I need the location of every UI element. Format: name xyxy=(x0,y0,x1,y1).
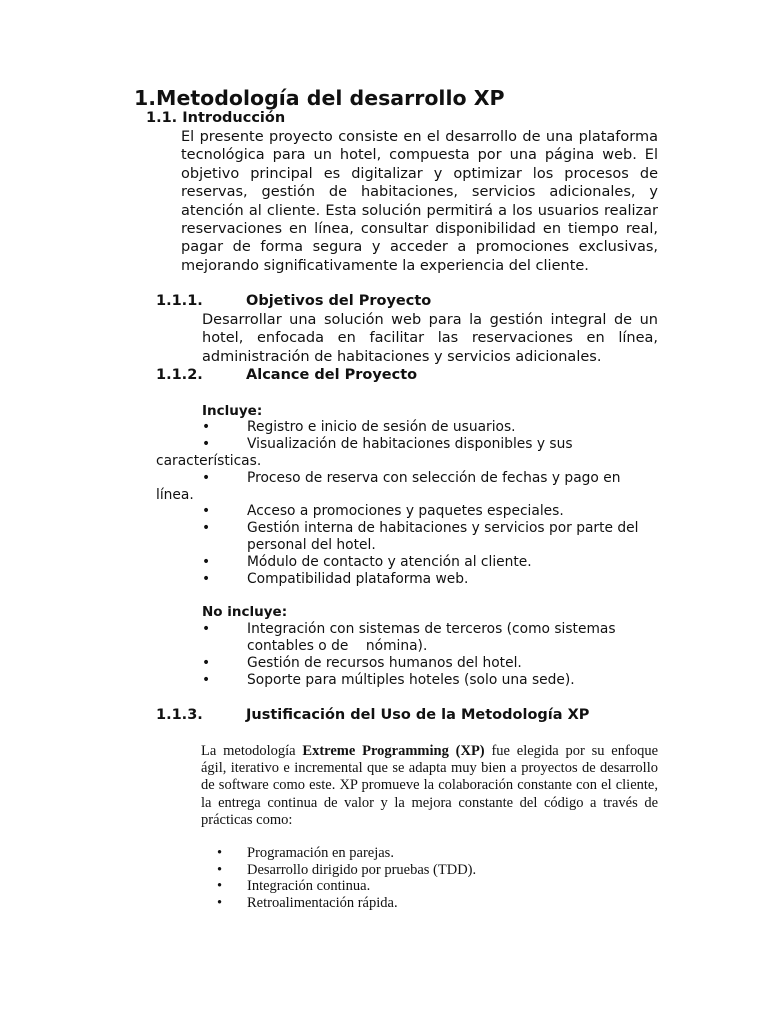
bullet-icon: • xyxy=(202,503,211,519)
bullet-icon: • xyxy=(217,895,223,911)
bullet-icon: • xyxy=(217,862,223,878)
bullet-icon: • xyxy=(202,436,211,452)
bullet-icon: • xyxy=(202,655,211,671)
heading-title: Justificación del Uso de la Metodología XP xyxy=(246,707,590,723)
section-heading: 1.Metodología del desarrollo XP xyxy=(134,86,505,110)
bullet-icon: • xyxy=(202,554,211,570)
objectives-paragraph: Desarrollar una solución web para la gestión integral de un hotel, enfocada en facilitar las reservaciones en línea, administración de habitaciones y servicios adicionales. xyxy=(202,312,658,365)
justification-paragraph: La metodología Extreme Programming (XP) fue elegida por su enfoque ágil, iterativo e incremental que se adapta muy bien a proyectos de desarrollo de software como este. XP promueve la colaboración constante con el cliente, la entrega continua de valor y la mejora constante del código a través de prácticas como: xyxy=(201,743,659,828)
document-page: 1.Metodología del desarrollo XP 1.1. Introducción El presente proyecto consiste en el desarrollo de una plataforma tecnológica para un hotel, compuesta por una página web. El objetivo principal es digitalizar y optimizar los procesos de reservas, gestión de habitaciones, servicios adicionales, y atención al cliente. Esta solución permitirá a los usuarios realizar reservaciones en línea, consultar disponibilidad en tiempo real, pagar de forma segura y acceder a promociones exclusivas, mejorando significativamente la experiencia del cliente. 1.1.1. Objetivos del Proyecto Desarrollar una solución web para la gestión integral de un hotel, enfocada en facilitar las reservaciones en línea, administración de habitaciones y servicios adicionales. 1.1.2. Alcance del Proyecto Incluye: • Registro e inicio de sesión de usuarios. • Visualización de habitaciones disponibles y sus características. • Proceso de reserva con selección de fechas y pago en línea. • Acceso a promociones y paquetes especiales. • Gestión interna de habitaciones y servicios por parte del personal del hotel. • Módulo de contacto y atención al cliente. • Compatibilidad plataforma web. No incluye: • Integración con sistemas de terceros (como sistemas contables o de nómina). • Gestión de recursos humanos del hotel. • Soporte para múltiples hoteles (solo una sede). 1.1.3. Justificación del Uso de la Metodología XP La metodología Extreme Programming (XP) fue elegida por su enfoque ágil, iterativo e incremental que se adapta muy bien a proyectos de desarrollo de software como este. XP promueve la colaboración constante con el cliente, la entrega continua de valor y la mejora constante del código a través de prácticas como: • Programación en parejas. • Desarrollo dirigido por pruebas (TDD). • Integración continua. • Retroalimentación rápida. xyxy=(134,86,659,911)
bullet-icon: • xyxy=(202,672,211,688)
bullet-icon: • xyxy=(202,571,211,587)
bullet-icon: • xyxy=(202,470,211,486)
heading-title: Objetivos del Proyecto xyxy=(246,293,432,309)
heading-number: 1.1.3. xyxy=(156,707,203,723)
heading-objetivos xyxy=(156,293,431,309)
bullet-icon: • xyxy=(202,621,211,637)
subsection-number: 1.1. xyxy=(146,110,178,126)
list-item-continuation: línea. xyxy=(156,487,194,503)
bullet-icon: • xyxy=(202,419,211,435)
bullet-icon: • xyxy=(202,520,211,536)
includes-label: Incluye: xyxy=(202,403,263,419)
bullet-icon: • xyxy=(217,845,223,861)
list-item-continuation: contables o de nómina). xyxy=(247,638,428,654)
subsection-title: Introducción xyxy=(182,110,286,126)
intro-paragraph: El presente proyecto consiste en el desarrollo de una plataforma tecnológica para un hotel, compuesta por una página web. El objetivo principal es digitalizar y optimizar los procesos de reservas, gestión de habitaciones, servicios adicionales, y atención al cliente. Esta solución permitirá a los usuarios realizar reservaciones en línea, consultar disponibilidad en tiempo real, pagar de forma segura y acceder a promociones exclusivas, mejorando significativamente la experiencia del cliente. xyxy=(181,129,658,274)
list-item-continuation: personal del hotel. xyxy=(247,537,376,553)
list-item-continuation: características. xyxy=(156,453,262,469)
heading-alcance xyxy=(156,367,417,383)
bullet-icon: • xyxy=(217,878,223,894)
excludes-label: No incluye: xyxy=(202,604,288,620)
heading-number: 1.1.2. xyxy=(156,367,203,383)
heading-justificacion xyxy=(156,707,589,723)
heading-number: 1.1.1. xyxy=(156,293,203,309)
subsection-heading-introduccion xyxy=(146,110,285,126)
heading-title: Alcance del Proyecto xyxy=(246,367,418,383)
